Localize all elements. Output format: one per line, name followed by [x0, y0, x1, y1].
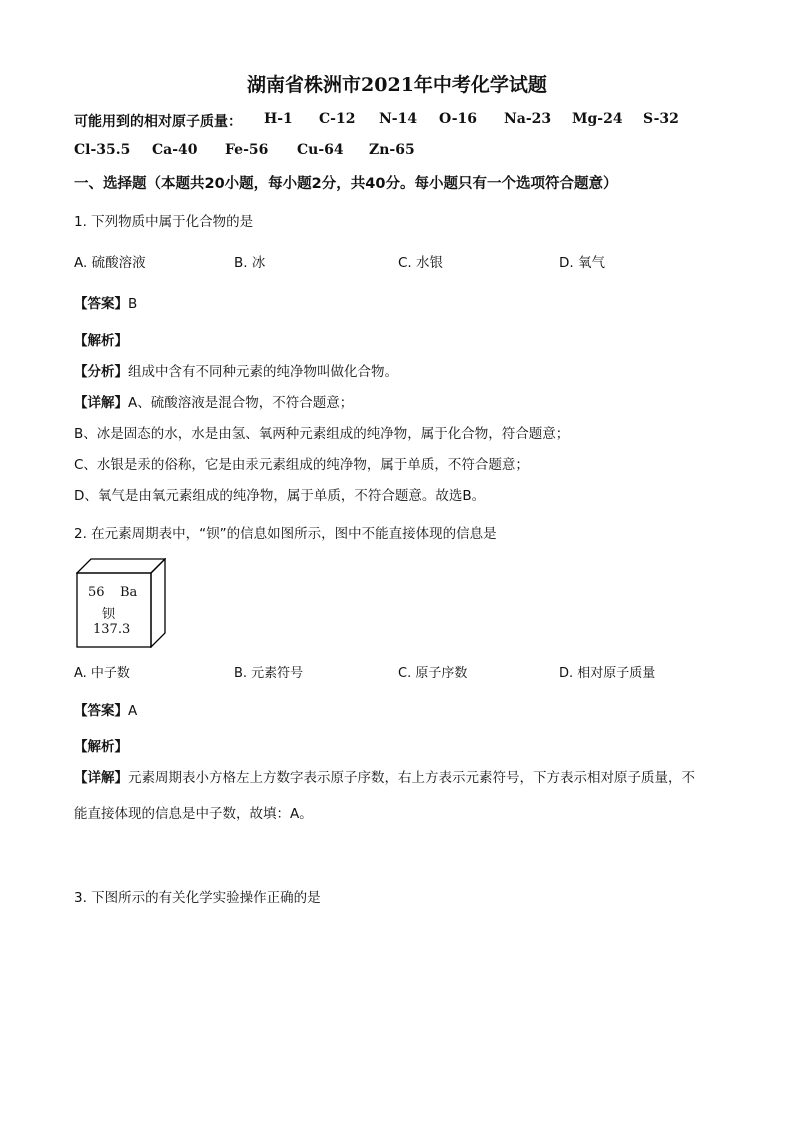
atomic-mass-cl: Cl-35.5	[74, 142, 131, 158]
element-name: 钡	[102, 607, 116, 622]
q2-detail-line-2: 能直接体现的信息是中子数，故填：A。	[74, 806, 313, 822]
atomic-mass-cu: Cu-64	[297, 142, 344, 158]
q1-detail-line-1	[74, 391, 353, 411]
q1-detail-line-2: B、冰是固态的水，水是由氢、氧两种元素组成的纯净物，属于化合物，符合题意；	[74, 426, 570, 442]
q1-fenxi	[74, 360, 398, 380]
section-heading: 一、选择题（本题共20小题，每小题2分，共40分。每小题只有一个选项符合题意）	[74, 176, 618, 192]
detail-text: A、硫酸溶液是混合物，不符合题意；	[128, 395, 354, 411]
atomic-mass-n: N-14	[379, 111, 418, 127]
element-cube	[76, 558, 166, 648]
fenxi-text: 组成中含有不同种元素的纯净物叫做化合物。	[128, 364, 398, 380]
q3-stem: 3. 下图所示的有关化学实验操作正确的是	[74, 890, 321, 906]
answer-value: B	[128, 296, 138, 312]
page-title: 湖南省株洲市2021年中考化学试题	[247, 74, 547, 96]
atomic-mass-mg: Mg-24	[572, 111, 623, 127]
fenxi-tag: 【分析】	[74, 364, 128, 380]
atomic-mass-label: 可能用到的相对原子质量：	[74, 114, 242, 130]
atomic-mass-h: H-1	[264, 111, 293, 127]
q2-option-a: A. 中子数	[74, 666, 130, 681]
q1-stem: 1. 下列物质中属于化合物的是	[74, 214, 254, 230]
q2-option-b: B. 元素符号	[234, 666, 304, 681]
q2-analysis-tag: 【解析】	[74, 739, 128, 755]
element-symbol: Ba	[120, 585, 138, 600]
q1-analysis-tag: 【解析】	[74, 333, 128, 349]
atomic-mass-c: C-12	[319, 111, 356, 127]
q2-stem: 2. 在元素周期表中，“钡”的信息如图所示，图中不能直接体现的信息是	[74, 526, 497, 542]
q1-detail-line-4: D、氧气是由氧元素组成的纯净物，属于单质，不符合题意。故选B。	[74, 488, 486, 504]
q2-detail-line-1	[74, 766, 695, 786]
q1-option-d: D. 氧气	[559, 255, 605, 271]
q2-answer	[74, 699, 137, 719]
atomic-mass-s: S-32	[643, 111, 679, 127]
atomic-mass-na: Na-23	[504, 111, 552, 127]
answer-value: A	[128, 703, 138, 719]
atomic-mass-zn: Zn-65	[369, 142, 415, 158]
atomic-mass-o: O-16	[439, 111, 478, 127]
q2-option-d: D. 相对原子质量	[559, 666, 656, 681]
element-number: 56	[88, 585, 105, 600]
q1-option-b: B. 冰	[234, 255, 266, 271]
q2-option-c: C. 原子序数	[398, 666, 468, 681]
q1-option-a: A. 硫酸溶液	[74, 255, 146, 271]
element-mass: 137.3	[93, 622, 131, 637]
atomic-mass-fe: Fe-56	[225, 142, 269, 158]
q1-option-c: C. 水银	[398, 255, 444, 271]
detail-tag: 【详解】	[74, 770, 128, 786]
detail-text: 元素周期表小方格左上方数字表示原子序数，右上方表示元素符号，下方表示相对原子质量，不	[128, 770, 695, 786]
answer-tag: 【答案】	[74, 703, 128, 719]
detail-tag: 【详解】	[74, 395, 128, 411]
q1-detail-line-3: C、水银是汞的俗称，它是由汞元素组成的纯净物，属于单质，不符合题意；	[74, 457, 529, 473]
q1-answer	[74, 292, 137, 312]
answer-tag: 【答案】	[74, 296, 128, 312]
atomic-mass-ca: Ca-40	[152, 142, 198, 158]
